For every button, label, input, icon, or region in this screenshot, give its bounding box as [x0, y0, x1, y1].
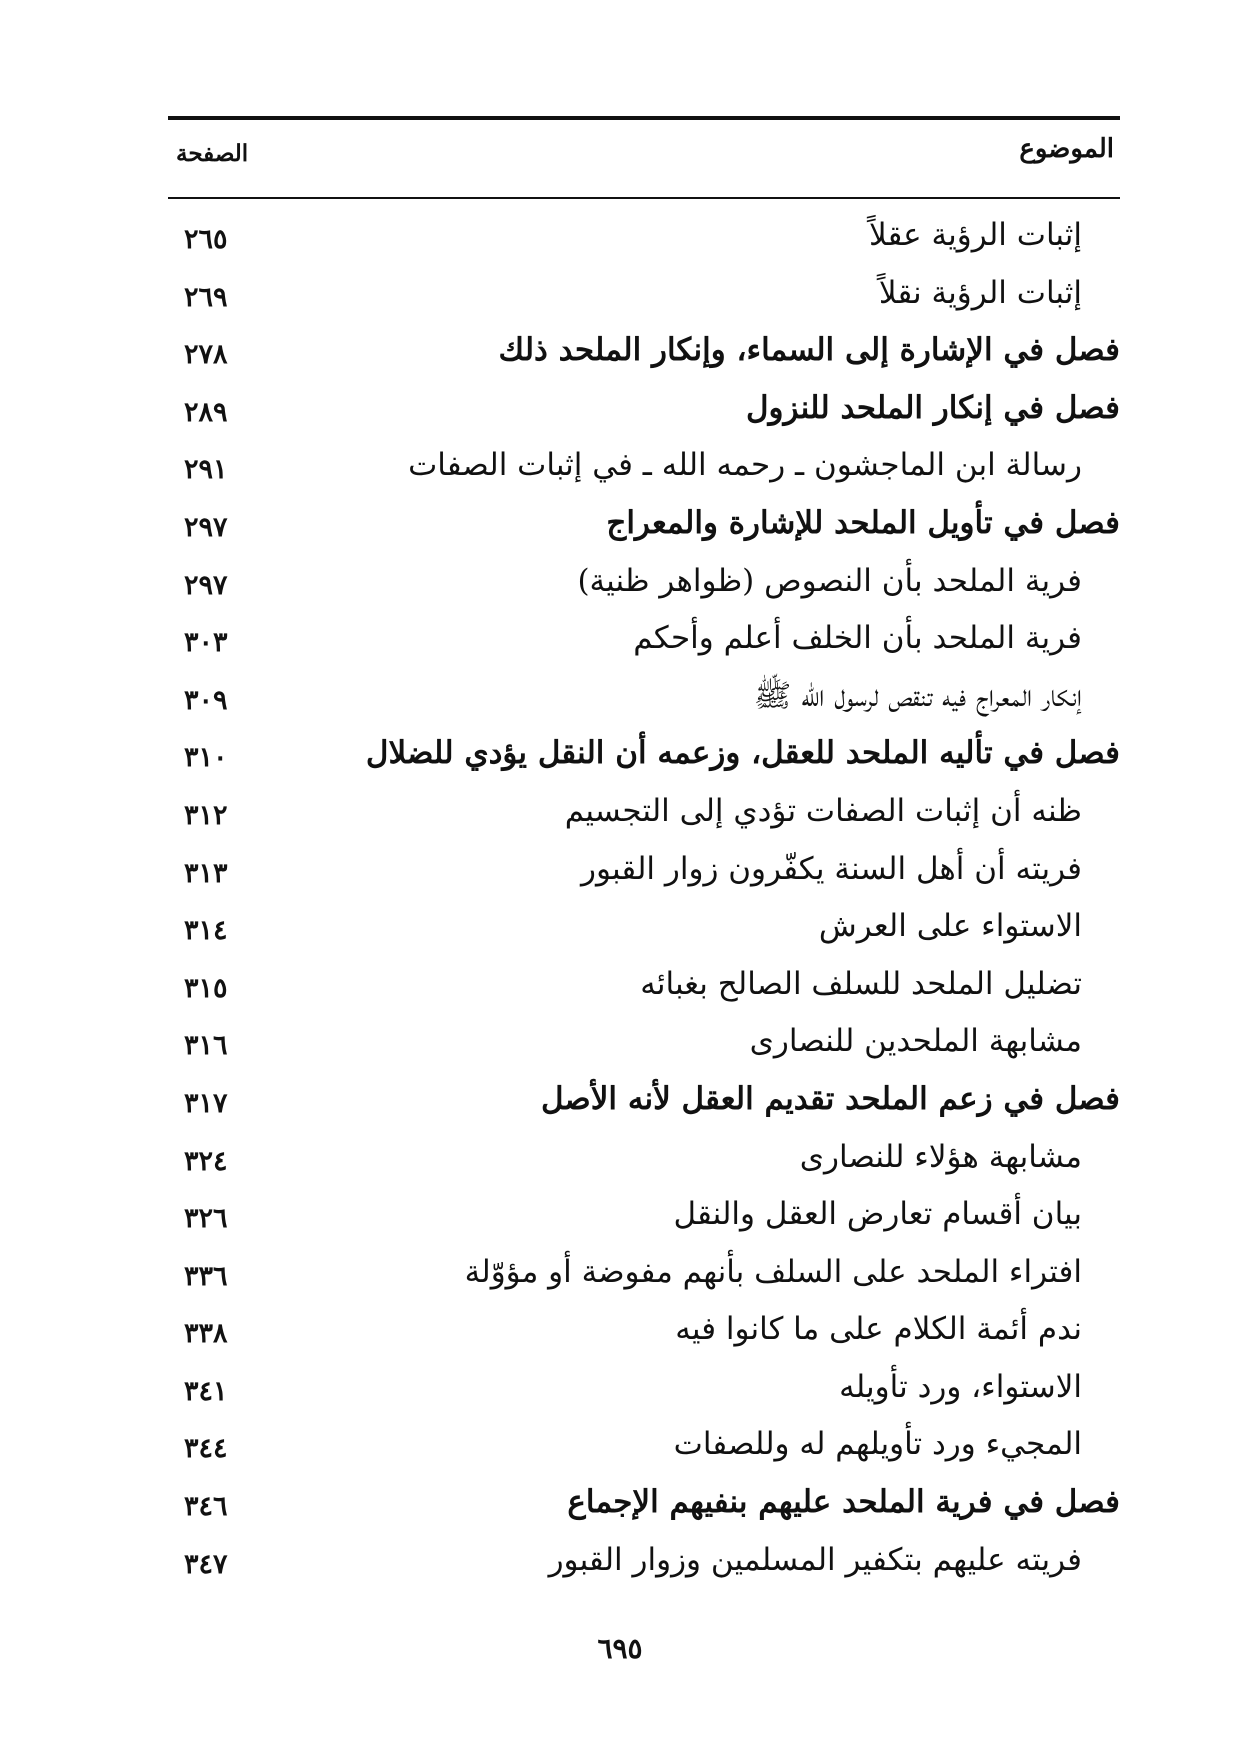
page-number: ٦٩٥	[597, 1632, 643, 1665]
toc-entry-page: ٣٤١	[184, 1375, 228, 1407]
toc-entry-title: فرية الملحد بأن الخلف أعلم وأحكم	[633, 620, 1082, 657]
toc-entry-page: ٣٠٣	[184, 627, 228, 659]
toc-entry-title: فصل في إنكار الملحد للنزول	[746, 389, 1120, 426]
toc-entry	[168, 381, 1128, 439]
toc-entry-page: ٢٦٩	[184, 281, 228, 313]
toc-entry	[168, 1014, 1128, 1072]
toc-entry-page: ٢٩٧	[184, 569, 228, 601]
toc-entry	[168, 669, 1128, 727]
toc-entry-page: ٣١٦	[184, 1030, 228, 1062]
toc-entry-page: ٣٣٦	[184, 1260, 228, 1292]
toc-entry-title: تضليل الملحد للسلف الصالح بغبائه	[640, 965, 1082, 1002]
toc-entry	[168, 208, 1128, 266]
toc-entry-title: افتراء الملحد على السلف بأنهم مفوضة أو مؤوّلة	[464, 1253, 1082, 1290]
toc-entry-page: ٢٧٨	[184, 339, 228, 371]
toc-entry	[168, 1533, 1128, 1591]
toc-entry	[168, 1475, 1128, 1533]
toc-entry	[168, 899, 1128, 957]
page-column-label: الصفحة	[176, 140, 249, 167]
toc-entry-title: فصل في تأليه الملحد للعقل، وزعمه أن النقل يؤدي للضلال	[365, 735, 1120, 772]
toc-entry-title: ندم أئمة الكلام على ما كانوا فيه	[675, 1311, 1082, 1348]
toc-entry	[168, 726, 1128, 784]
toc-entry-page: ٣١٣	[184, 857, 228, 889]
toc-entry-page: ٣٢٦	[184, 1203, 228, 1235]
toc-entry	[168, 1302, 1128, 1360]
toc-entry	[168, 957, 1128, 1015]
toc-entry-title: فصل في الإشارة إلى السماء، وإنكار الملحد ذلك	[498, 332, 1120, 369]
toc-entry-title: إنكار المعراج فيه تنقص لرسول الله ﷺ	[753, 677, 1082, 714]
toc-entry-page: ٢٩٧	[184, 511, 228, 543]
toc-entry-page: ٣٤٧	[184, 1548, 228, 1580]
toc-entry	[168, 842, 1128, 900]
toc-entry	[168, 611, 1128, 669]
topic-column-label: الموضوع	[1019, 134, 1114, 164]
toc-entry	[168, 266, 1128, 324]
toc-entry-title: فصل في زعم الملحد تقديم العقل لأنه الأصل	[540, 1080, 1120, 1117]
header-top-rule	[168, 116, 1120, 120]
toc-entry-page: ٣١٠	[184, 742, 228, 774]
toc-entry-page: ٣١٥	[184, 972, 228, 1004]
toc-entry-page: ٣٠٩	[184, 684, 228, 716]
toc-entry-title: بيان أقسام تعارض العقل والنقل	[673, 1196, 1082, 1233]
table-of-contents	[168, 208, 1128, 1590]
toc-entry-page: ٢٦٥	[184, 224, 228, 255]
toc-entry	[168, 496, 1128, 554]
toc-entry	[168, 1245, 1128, 1303]
toc-entry	[168, 554, 1128, 612]
toc-entry-title: الاستواء على العرش	[818, 908, 1082, 945]
toc-entry-page: ٣١٤	[184, 915, 228, 947]
toc-entry-page: ٣٢٤	[184, 1145, 228, 1177]
toc-entry-title: رسالة ابن الماجشون ـ رحمه الله ـ في إثبات الصفات	[408, 447, 1082, 484]
toc-entry	[168, 1130, 1128, 1188]
toc-entry-page: ٣٣٨	[184, 1318, 228, 1350]
toc-entry-page: ٣١٧	[184, 1087, 228, 1119]
toc-entry-page: ٢٨٩	[184, 396, 228, 428]
toc-entry-page: ٣١٢	[184, 799, 228, 831]
toc-entry-title: الاستواء، ورد تأويله	[839, 1368, 1082, 1405]
toc-entry	[168, 1360, 1128, 1418]
header-bottom-rule	[168, 197, 1120, 199]
toc-entry-title: المجيء ورد تأويلهم له وللصفات	[673, 1426, 1082, 1463]
toc-entry	[168, 438, 1128, 496]
toc-entry-title: مشابهة الملحدين للنصارى	[749, 1023, 1082, 1060]
toc-entry	[168, 784, 1128, 842]
toc-entry	[168, 1187, 1128, 1245]
toc-entry-page: ٣٤٦	[184, 1491, 228, 1523]
toc-entry-title: إثبات الرؤية عقلاً	[869, 217, 1082, 253]
toc-entry-page: ٣٤٤	[184, 1433, 228, 1465]
toc-entry	[168, 1417, 1128, 1475]
toc-entry-title: فريته أن أهل السنة يكفّرون زوار القبور	[580, 850, 1082, 887]
toc-entry	[168, 1072, 1128, 1130]
toc-entry-title: ظنه أن إثبات الصفات تؤدي إلى التجسيم	[564, 792, 1082, 829]
toc-entry-title: فصل في تأويل الملحد للإشارة والمعراج	[606, 504, 1120, 541]
table-header	[168, 128, 1120, 190]
toc-entry-title: مشابهة هؤلاء للنصارى	[799, 1138, 1082, 1175]
toc-entry-title: فرية الملحد بأن النصوص (ظواهر ظنية)	[577, 562, 1082, 599]
toc-entry-title: فريته عليهم بتكفير المسلمين وزوار القبور	[548, 1541, 1082, 1578]
toc-entry-title: إثبات الرؤية نقلاً	[878, 274, 1082, 311]
toc-entry-page: ٢٩١	[184, 454, 228, 486]
toc-entry-title: فصل في فرية الملحد عليهم بنفيهم الإجماع	[567, 1484, 1120, 1521]
toc-entry	[168, 323, 1128, 381]
